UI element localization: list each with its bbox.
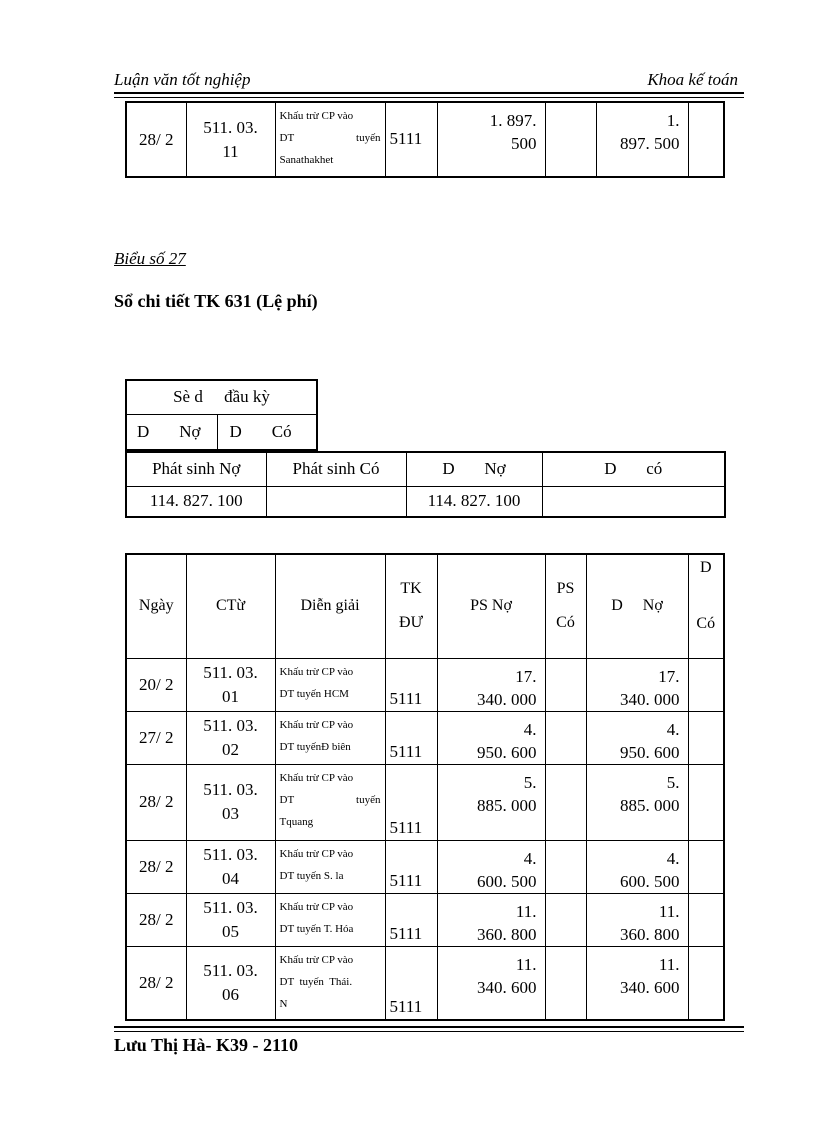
header-right: Khoa kế toán: [647, 70, 738, 89]
table-row: [126, 893, 724, 946]
summary-header: Phát sinh Có: [266, 452, 406, 486]
row-description: Khấu trừ CP vào DT tuyến S. la: [275, 840, 385, 893]
summary-header: D Nợ: [406, 452, 542, 486]
table-header-row: [126, 554, 724, 658]
footer-author: Lưu Thị Hà- K39 - 2110: [114, 1035, 299, 1055]
row-ps-no: 5. 885. 000: [437, 764, 545, 840]
row-ps-co: [545, 840, 586, 893]
opening-header: Sè d đầu kỳ: [126, 380, 317, 414]
row-du-no: 5. 885. 000: [586, 764, 688, 840]
header-rule: [114, 92, 744, 94]
table-row: [126, 658, 724, 711]
row-tk: 5111: [385, 840, 437, 893]
row-du-no: 17. 340. 000: [586, 658, 688, 711]
row-ctu: 511. 03. 05: [186, 893, 275, 946]
table-row: [126, 946, 724, 1020]
row-date: 20/ 2: [126, 658, 186, 711]
row-du-no: 1. 897. 500: [596, 102, 688, 177]
summary-value: 114. 827. 100: [406, 486, 542, 517]
row-du-co: [688, 893, 724, 946]
col-header-ps-co: PS Có: [545, 554, 586, 658]
row-ctu: 511. 03. 06: [186, 946, 275, 1020]
row-date: 28/ 2: [126, 946, 186, 1020]
row-du-no: 11. 360. 800: [586, 893, 688, 946]
row-tk: 5111: [385, 764, 437, 840]
col-header-ngay: Ngày: [126, 554, 186, 658]
row-tk: 5111: [385, 102, 437, 177]
form-label: Biểu số 27: [114, 249, 186, 268]
row-tk: 5111: [385, 946, 437, 1020]
summary-table: [125, 451, 726, 518]
footer-rule-thin: [114, 1031, 744, 1032]
row-du-co: [688, 102, 724, 177]
table-row: [126, 764, 724, 840]
table-row: [126, 102, 724, 177]
header-rule-thin: [114, 97, 744, 98]
ledger-table: [125, 553, 725, 1021]
row-ps-no: 17. 340. 000: [437, 658, 545, 711]
row-ps-co: [545, 102, 596, 177]
summary-value: [266, 486, 406, 517]
row-description: Khấu trừ CP vào DT tuyến HCM: [275, 658, 385, 711]
row-date: 27/ 2: [126, 711, 186, 764]
row-ps-co: [545, 658, 586, 711]
row-tk: 5111: [385, 711, 437, 764]
row-ps-co: [545, 711, 586, 764]
row-description: Khấu trừ CP vào DT tuyếnĐ biên: [275, 711, 385, 764]
summary-header: D có: [542, 452, 725, 486]
opening-balance-table: [125, 379, 318, 451]
table-row: [126, 840, 724, 893]
row-ps-no: 11. 360. 800: [437, 893, 545, 946]
summary-header: Phát sinh Nợ: [126, 452, 266, 486]
row-du-no: 4. 600. 500: [586, 840, 688, 893]
row-tk: 5111: [385, 893, 437, 946]
row-date: 28/ 2: [126, 840, 186, 893]
row-du-no: 4. 950. 600: [586, 711, 688, 764]
row-du-co: [688, 840, 724, 893]
row-ps-no: 4. 600. 500: [437, 840, 545, 893]
header-left: Luận văn tốt nghiệp: [114, 70, 251, 89]
row-ctu: 511. 03. 02: [186, 711, 275, 764]
row-du-co: [688, 946, 724, 1020]
row-ps-co: [545, 764, 586, 840]
row-ps-co: [545, 946, 586, 1020]
footer-rule: [114, 1026, 744, 1028]
col-header-ctu: CTừ: [186, 554, 275, 658]
col-header-ps-no: PS Nợ: [437, 554, 545, 658]
row-ps-no: 11. 340. 600: [437, 946, 545, 1020]
row-du-co: [688, 711, 724, 764]
col-header-tk: TK ĐƯ: [385, 554, 437, 658]
col-header-du-no: D Nợ: [586, 554, 688, 658]
col-header-du-co: D Có: [688, 554, 724, 658]
row-ps-no: 1. 897. 500: [437, 102, 545, 177]
row-ctu: 511. 03. 03: [186, 764, 275, 840]
row-du-co: [688, 764, 724, 840]
row-description: Khấu trừ CP vào DT tuyến Tquang: [275, 764, 385, 840]
row-ps-no: 4. 950. 600: [437, 711, 545, 764]
summary-value: [542, 486, 725, 517]
summary-value: 114. 827. 100: [126, 486, 266, 517]
continuation-table: [125, 101, 725, 178]
row-date: 28/ 2: [126, 764, 186, 840]
row-ctu: 511. 03. 01: [186, 658, 275, 711]
row-date: 28/ 2: [126, 893, 186, 946]
page-title: Sổ chi tiết TK 631 (Lệ phí): [114, 291, 318, 311]
row-du-no: 11. 340. 600: [586, 946, 688, 1020]
col-header-dien-giai: Diễn giải: [275, 554, 385, 658]
row-description: Khấu trừ CP vào DT tuyến Thái. N: [275, 946, 385, 1020]
row-ctu: 511. 03. 04: [186, 840, 275, 893]
row-ps-co: [545, 893, 586, 946]
row-description: Khấu trừ CP vào DT tuyến T. Hóa: [275, 893, 385, 946]
opening-debit-label: D Nợ: [126, 414, 217, 450]
row-description: Khấu trừ CP vào DT tuyến Sanathakhet: [275, 102, 385, 177]
row-ctu: 511. 03. 11: [186, 102, 275, 177]
opening-credit-label: D Có: [217, 414, 317, 450]
row-tk: 5111: [385, 658, 437, 711]
table-row: [126, 711, 724, 764]
row-du-co: [688, 658, 724, 711]
row-date: 28/ 2: [126, 102, 186, 177]
